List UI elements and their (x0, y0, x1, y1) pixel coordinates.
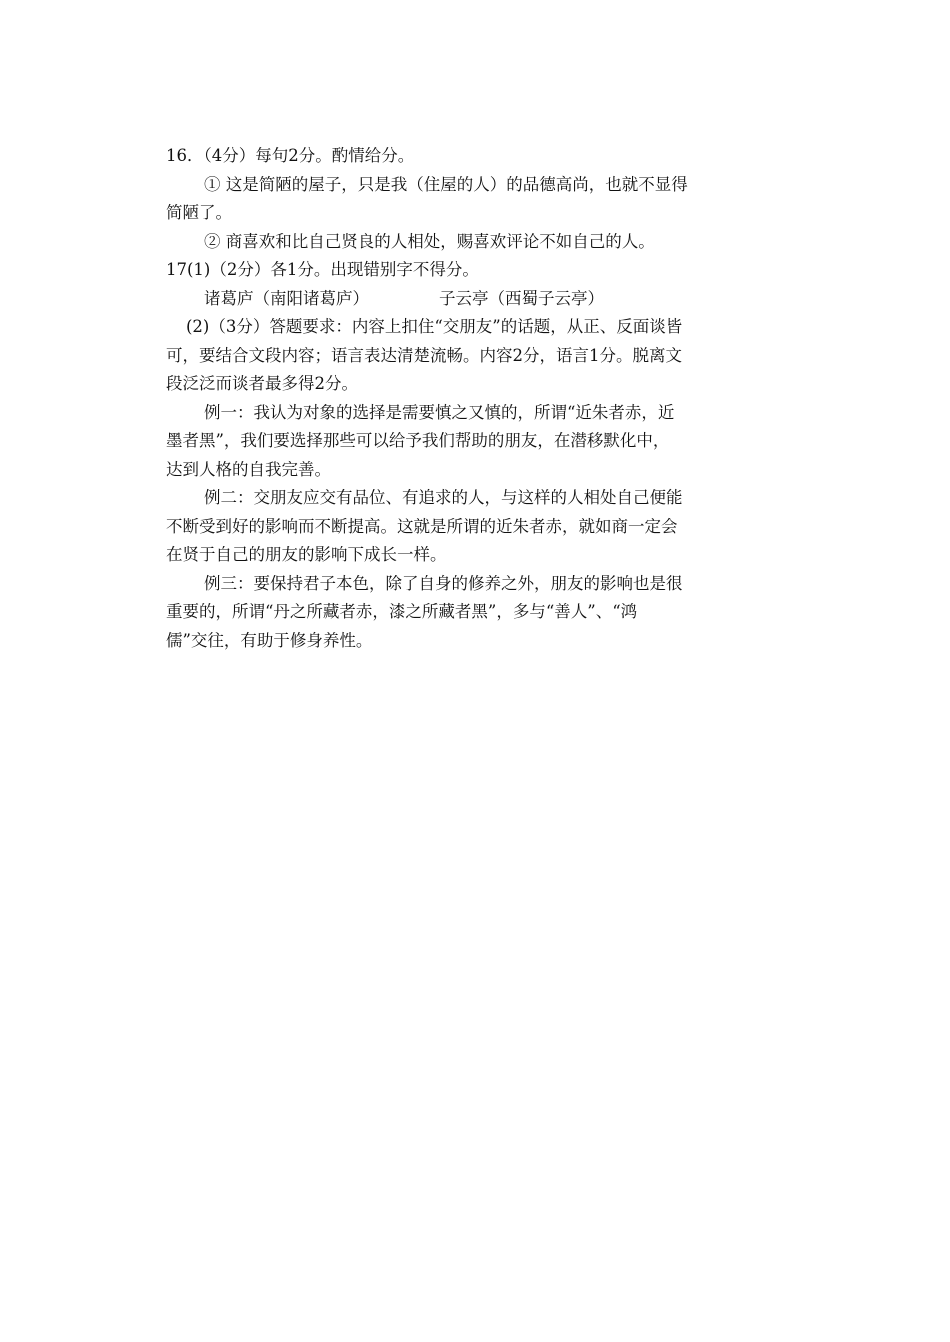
example-2-line-1: 例二：交朋友应交有品位、有追求的人，与这样的人相处自己便能 (204, 488, 683, 507)
example-3-line-2: 重要的，所谓“丹之所藏者赤，漆之所藏者黑”，多与“善人”、“鸿 (166, 602, 638, 621)
q16-header: 16．（4分）每句2分。酌情给分。 (166, 146, 415, 165)
example-2-line-3: 在贤于自己的朋友的影响下成长一样。 (166, 545, 447, 564)
q17-1-answer-a: 诸葛庐（南阳诸葛庐） (204, 288, 369, 308)
q17-1-header: 17(1)（2分）各1分。出现错别字不得分。 (166, 260, 479, 279)
example-1-line-2: 墨者黑”，我们要选择那些可以给予我们帮助的朋友，在潜移默化中， (166, 431, 670, 450)
q17-1-answer-b: 子云亭（西蜀子云亭） (439, 288, 604, 308)
example-3-line-3: 儒”交往，有助于修身养性。 (166, 630, 373, 650)
q17-2-line-2: 可，要结合文段内容；语言表达清楚流畅。内容2分，语言1分。脱离文 (166, 345, 682, 365)
q16-answer-1-line-2: 简陋了。 (166, 203, 232, 222)
example-2-line-2: 不断受到好的影响而不断提高。这就是所谓的近朱者赤，就如商一定会 (166, 516, 678, 536)
example-3-line-1: 例三：要保持君子本色，除了自身的修养之外，朋友的影响也是很 (204, 573, 683, 593)
q16-answer-2: ② 商喜欢和比自己贤良的人相处，赐喜欢评论不如自己的人。 (204, 231, 655, 251)
example-1-line-1: 例一：我认为对象的选择是需要慎之又慎的，所谓“近朱者赤，近 (204, 402, 675, 422)
q17-2-line-1: (2)（3分）答题要求：内容上扣住“交朋友”的话题，从正、反面谈皆 (186, 317, 683, 336)
example-1-line-3: 达到人格的自我完善。 (166, 459, 331, 479)
q17-1-answers (166, 285, 786, 314)
answer-document (166, 142, 786, 655)
q16-answer-1-line-1: ① 这是简陋的屋子，只是我（住屋的人）的品德高尚，也就不显得 (204, 174, 688, 194)
q17-2-line-3: 段泛泛而谈者最多得2分。 (166, 374, 358, 393)
